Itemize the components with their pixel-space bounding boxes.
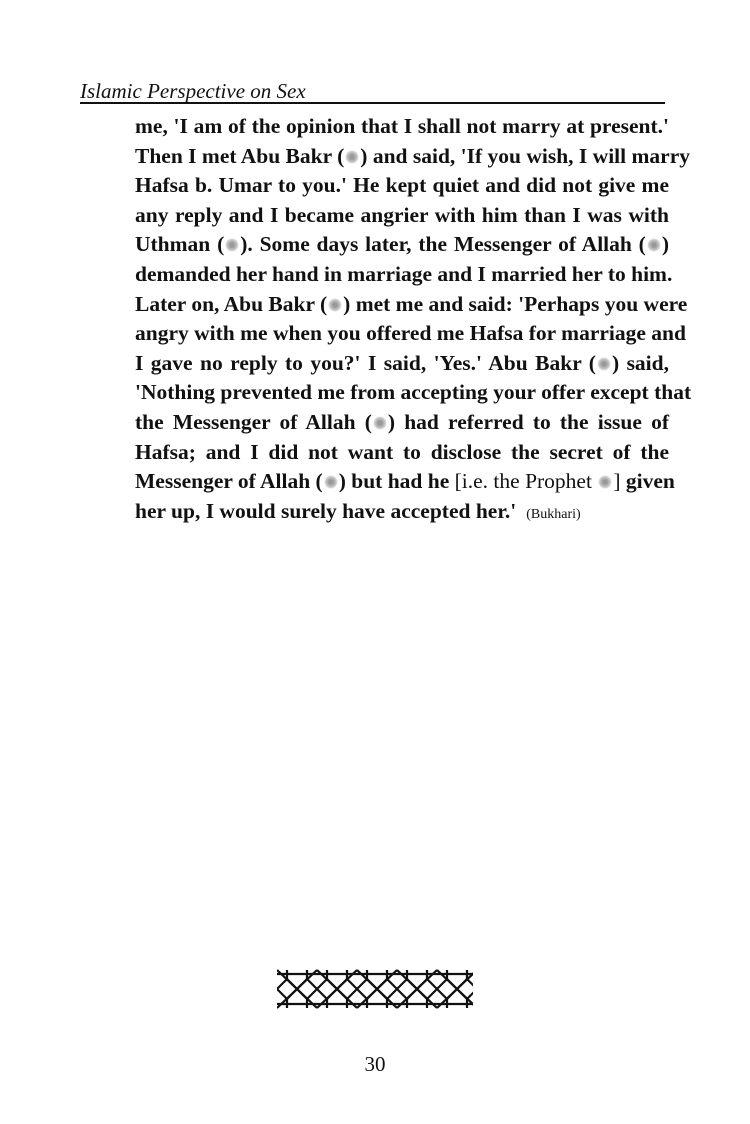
text-line [135, 378, 692, 408]
text-segment: her up, I would surely have accepted her.' [135, 498, 517, 523]
text-line [135, 171, 669, 201]
text-segment: ) said, [611, 350, 669, 375]
text-segment: Uthman ( [135, 232, 225, 257]
text-segment: 'Nothing prevented me from accepting your offer except that [135, 380, 692, 405]
text-segment: ) met me and said: 'Perhaps you were [343, 291, 688, 316]
text-line [135, 142, 690, 172]
text-line [135, 230, 669, 260]
text-segment: demanded her hand in marriage and I married her to him. [135, 261, 673, 286]
running-header-title: Islamic Perspective on Sex [80, 79, 306, 103]
text-line [135, 467, 675, 497]
text-segment: Messenger of Allah ( [135, 469, 323, 494]
text-line [135, 497, 669, 527]
decorative-ornament-icon [277, 968, 473, 1010]
honorific-pbuh-icon [598, 475, 612, 489]
text-segment: the Messenger of Allah ( [135, 409, 372, 434]
bracket-note: [i.e. the Prophet [454, 469, 598, 494]
text-line [135, 112, 669, 142]
honorific-pbuh-icon [647, 238, 661, 252]
text-segment: ) but had he [338, 469, 455, 494]
text-segment: Hafsa; and I did not want to disclose the secret of the [135, 439, 669, 464]
honorific-pbuh-icon [324, 475, 338, 489]
text-segment: any reply and I became angrier with him than I was with [135, 202, 669, 227]
text-line [135, 408, 669, 438]
text-segment: Hafsa b. Umar to you.' He kept quiet and did not give me [135, 173, 669, 198]
honorific-pbuh-icon [373, 416, 387, 430]
text-segment: Later on, Abu Bakr ( [135, 291, 328, 316]
text-line [135, 290, 688, 320]
running-header [80, 78, 665, 104]
text-line [135, 201, 669, 231]
text-line [135, 260, 673, 290]
text-segment: ) had referred to the issue of [387, 409, 669, 434]
honorific-ra-icon [225, 238, 239, 252]
honorific-ra-icon [345, 150, 359, 164]
source-citation: (Bukhari) [526, 506, 581, 522]
text-line [135, 438, 669, 468]
text-segment: Then I met Abu Bakr ( [135, 143, 345, 168]
text-segment: ) and said, 'If you wish, I will marry [360, 143, 690, 168]
text-segment: me, 'I am of the opinion that I shall not marry at present.' [135, 114, 669, 138]
page-number: 30 [364, 1052, 386, 1076]
text-segment: ) [661, 232, 669, 257]
honorific-ra-icon [597, 357, 611, 371]
bracket-note: ] [613, 469, 621, 494]
honorific-ra-icon [328, 298, 342, 312]
text-segment: angry with me when you offered me Hafsa for marriage and [135, 321, 686, 346]
text-segment: ). Some days later, the Messenger of Allah ( [240, 232, 646, 257]
text-segment: given [620, 469, 675, 494]
body-text [135, 112, 692, 526]
text-line [135, 349, 669, 379]
text-segment: I gave no reply to you?' I said, 'Yes.' Abu Bakr ( [135, 350, 596, 375]
text-line [135, 319, 686, 349]
